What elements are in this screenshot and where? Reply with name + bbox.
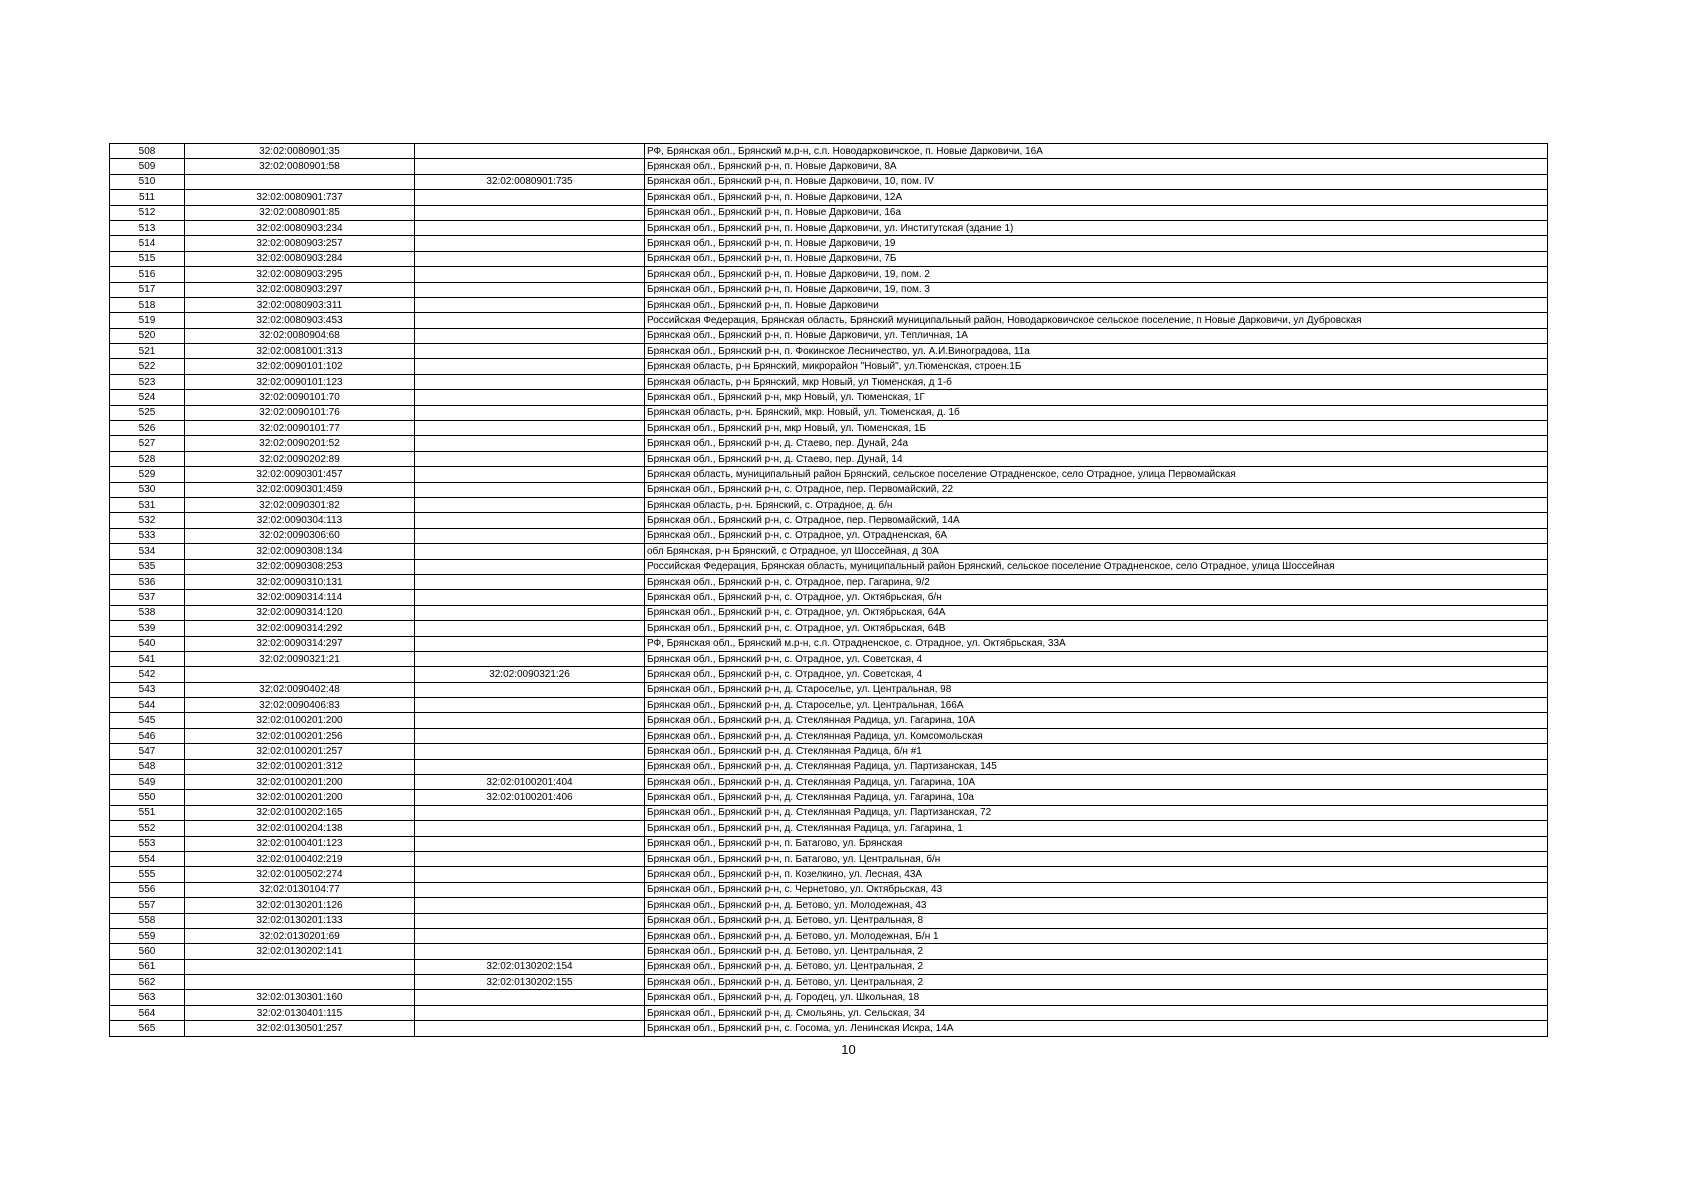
table-row bbox=[110, 698, 1548, 713]
cadastral-number-cell: 32:02:0090101:123 bbox=[185, 374, 415, 389]
table-row bbox=[110, 344, 1548, 359]
related-cadastral-number-cell: 32:02:0100201:404 bbox=[415, 775, 645, 790]
row-number-cell: 515 bbox=[110, 251, 185, 266]
related-cadastral-number-cell bbox=[415, 928, 645, 943]
row-number-cell: 548 bbox=[110, 759, 185, 774]
cadastral-number-cell: 32:02:0090101:77 bbox=[185, 421, 415, 436]
row-number-cell: 538 bbox=[110, 605, 185, 620]
row-number-cell: 528 bbox=[110, 451, 185, 466]
row-number-cell: 554 bbox=[110, 851, 185, 866]
cadastral-number-cell: 32:02:0090101:76 bbox=[185, 405, 415, 420]
row-number-cell: 541 bbox=[110, 651, 185, 666]
row-number-cell: 530 bbox=[110, 482, 185, 497]
cadastral-number-cell: 32:02:0080904:68 bbox=[185, 328, 415, 343]
related-cadastral-number-cell bbox=[415, 236, 645, 251]
table-row bbox=[110, 282, 1548, 297]
address-cell: Брянская обл., Брянский р-н, д. Бетово, ул. Центральная, 2 bbox=[645, 959, 1548, 974]
table-row bbox=[110, 1021, 1548, 1036]
page-number: 10 bbox=[841, 1042, 856, 1057]
address-cell: Брянская область, р-н. Брянский, мкр. Новый, ул. Тюменская, д. 1б bbox=[645, 405, 1548, 420]
address-cell: Брянская обл., Брянский р-н, мкр Новый, ул. Тюменская, 1Б bbox=[645, 421, 1548, 436]
cadastral-number-cell: 32:02:0100502:274 bbox=[185, 867, 415, 882]
row-number-cell: 517 bbox=[110, 282, 185, 297]
related-cadastral-number-cell bbox=[415, 451, 645, 466]
cadastral-number-cell: 32:02:0090202:89 bbox=[185, 451, 415, 466]
address-cell: Брянская обл., Брянский р-н, д. Бетово, ул. Центральная, 8 bbox=[645, 913, 1548, 928]
related-cadastral-number-cell bbox=[415, 313, 645, 328]
row-number-cell: 558 bbox=[110, 913, 185, 928]
cadastral-number-cell: 32:02:0130201:133 bbox=[185, 913, 415, 928]
related-cadastral-number-cell bbox=[415, 205, 645, 220]
table-row bbox=[110, 359, 1548, 374]
address-cell: РФ, Брянская обл., Брянский м.р-н, с.п. Отрадненское, с. Отрадное, ул. Октябрьская, 33А bbox=[645, 636, 1548, 651]
cadastral-number-cell: 32:02:0130501:257 bbox=[185, 1021, 415, 1036]
row-number-cell: 565 bbox=[110, 1021, 185, 1036]
row-number-cell: 529 bbox=[110, 467, 185, 482]
table-row bbox=[110, 836, 1548, 851]
cadastral-number-cell: 32:02:0090402:48 bbox=[185, 682, 415, 697]
row-number-cell: 518 bbox=[110, 297, 185, 312]
related-cadastral-number-cell bbox=[415, 867, 645, 882]
related-cadastral-number-cell bbox=[415, 821, 645, 836]
address-cell: РФ, Брянская обл., Брянский м.р-н, с.п. Новодарковичское, п. Новые Дарковичи, 16А bbox=[645, 144, 1548, 159]
table-row bbox=[110, 651, 1548, 666]
address-cell: Брянская обл., Брянский р-н, д. Стеклянная Радица, ул. Партизанская, 72 bbox=[645, 805, 1548, 820]
row-number-cell: 556 bbox=[110, 882, 185, 897]
table-row bbox=[110, 220, 1548, 235]
address-cell: Брянская обл., Брянский р-н, д. Стеклянная Радица, б/н #1 bbox=[645, 744, 1548, 759]
cadastral-number-cell: 32:02:0130202:141 bbox=[185, 944, 415, 959]
address-cell: Брянская обл., Брянский р-н, с. Отрадное, ул. Советская, 4 bbox=[645, 667, 1548, 682]
row-number-cell: 509 bbox=[110, 159, 185, 174]
related-cadastral-number-cell bbox=[415, 805, 645, 820]
row-number-cell: 539 bbox=[110, 621, 185, 636]
table-row bbox=[110, 390, 1548, 405]
address-cell: Брянская обл., Брянский р-н, д. Стаево, пер. Дунай, 14 bbox=[645, 451, 1548, 466]
row-number-cell: 560 bbox=[110, 944, 185, 959]
address-cell: Брянская обл., Брянский р-н, д. Бетово, ул. Центральная, 2 bbox=[645, 975, 1548, 990]
cadastral-number-cell: 32:02:0080901:737 bbox=[185, 190, 415, 205]
table-row bbox=[110, 775, 1548, 790]
address-cell: Брянская обл., Брянский р-н, д. Стеклянная Радица, ул. Гагарина, 10А bbox=[645, 713, 1548, 728]
table-row bbox=[110, 144, 1548, 159]
cadastral-number-cell: 32:02:0130301:160 bbox=[185, 990, 415, 1005]
related-cadastral-number-cell bbox=[415, 913, 645, 928]
row-number-cell: 540 bbox=[110, 636, 185, 651]
address-cell: Брянская обл., Брянский р-н, д. Староселье, ул. Центральная, 98 bbox=[645, 682, 1548, 697]
related-cadastral-number-cell bbox=[415, 482, 645, 497]
related-cadastral-number-cell bbox=[415, 267, 645, 282]
row-number-cell: 531 bbox=[110, 497, 185, 512]
cadastral-number-cell: 32:02:0090321:21 bbox=[185, 651, 415, 666]
related-cadastral-number-cell bbox=[415, 190, 645, 205]
address-cell: Брянская обл., Брянский р-н, с. Отрадное, ул. Советская, 4 bbox=[645, 651, 1548, 666]
cadastral-number-cell: 32:02:0090314:114 bbox=[185, 590, 415, 605]
cadastral-number-cell: 32:02:0080901:58 bbox=[185, 159, 415, 174]
table-row bbox=[110, 990, 1548, 1005]
cadastral-number-cell: 32:02:0090314:297 bbox=[185, 636, 415, 651]
related-cadastral-number-cell bbox=[415, 405, 645, 420]
address-cell: Брянская обл., Брянский р-н, д. Стеклянная Радица, ул. Комсомольская bbox=[645, 728, 1548, 743]
table-row bbox=[110, 667, 1548, 682]
related-cadastral-number-cell bbox=[415, 944, 645, 959]
row-number-cell: 534 bbox=[110, 544, 185, 559]
table-row bbox=[110, 898, 1548, 913]
row-number-cell: 519 bbox=[110, 313, 185, 328]
related-cadastral-number-cell bbox=[415, 251, 645, 266]
property-table bbox=[109, 143, 1548, 1037]
row-number-cell: 527 bbox=[110, 436, 185, 451]
related-cadastral-number-cell bbox=[415, 467, 645, 482]
row-number-cell: 536 bbox=[110, 574, 185, 589]
cadastral-number-cell: 32:02:0080903:234 bbox=[185, 220, 415, 235]
cadastral-number-cell: 32:02:0080903:284 bbox=[185, 251, 415, 266]
cadastral-number-cell: 32:02:0090308:134 bbox=[185, 544, 415, 559]
table-row bbox=[110, 959, 1548, 974]
table-row bbox=[110, 621, 1548, 636]
address-cell: Брянская обл., Брянский р-н, с. Отрадное, ул. Отрадненская, 6А bbox=[645, 528, 1548, 543]
row-number-cell: 553 bbox=[110, 836, 185, 851]
row-number-cell: 523 bbox=[110, 374, 185, 389]
related-cadastral-number-cell bbox=[415, 621, 645, 636]
address-cell: Брянская обл., Брянский р-н, д. Бетово, ул. Молодежная, Б/н 1 bbox=[645, 928, 1548, 943]
row-number-cell: 547 bbox=[110, 744, 185, 759]
address-cell: Брянская обл., Брянский р-н, д. Стаево, пер. Дунай, 24а bbox=[645, 436, 1548, 451]
cadastral-number-cell: 32:02:0090301:457 bbox=[185, 467, 415, 482]
row-number-cell: 535 bbox=[110, 559, 185, 574]
cadastral-number-cell: 32:02:0100201:257 bbox=[185, 744, 415, 759]
table-row bbox=[110, 975, 1548, 990]
row-number-cell: 551 bbox=[110, 805, 185, 820]
address-cell: Брянская обл., Брянский р-н, с. Отрадное, ул. Октябрьская, 64В bbox=[645, 621, 1548, 636]
row-number-cell: 511 bbox=[110, 190, 185, 205]
row-number-cell: 542 bbox=[110, 667, 185, 682]
address-cell: Брянская обл., Брянский р-н, п. Новые Дарковичи, 19, пом. 3 bbox=[645, 282, 1548, 297]
row-number-cell: 557 bbox=[110, 898, 185, 913]
table-row bbox=[110, 205, 1548, 220]
row-number-cell: 562 bbox=[110, 975, 185, 990]
row-number-cell: 524 bbox=[110, 390, 185, 405]
table-row bbox=[110, 190, 1548, 205]
table-row bbox=[110, 882, 1548, 897]
related-cadastral-number-cell bbox=[415, 574, 645, 589]
table-row bbox=[110, 421, 1548, 436]
address-cell: Брянская обл., Брянский р-н, д. Стеклянная Радица, ул. Партизанская, 145 bbox=[645, 759, 1548, 774]
row-number-cell: 533 bbox=[110, 528, 185, 543]
row-number-cell: 508 bbox=[110, 144, 185, 159]
address-cell: Брянская обл., Брянский р-н, с. Госома, ул. Ленинская Искра, 14А bbox=[645, 1021, 1548, 1036]
related-cadastral-number-cell: 32:02:0130202:155 bbox=[415, 975, 645, 990]
related-cadastral-number-cell bbox=[415, 605, 645, 620]
cadastral-number-cell bbox=[185, 975, 415, 990]
related-cadastral-number-cell bbox=[415, 682, 645, 697]
cadastral-number-cell: 32:02:0090201:52 bbox=[185, 436, 415, 451]
related-cadastral-number-cell bbox=[415, 497, 645, 512]
table-row bbox=[110, 313, 1548, 328]
row-number-cell: 552 bbox=[110, 821, 185, 836]
table-row bbox=[110, 913, 1548, 928]
related-cadastral-number-cell bbox=[415, 144, 645, 159]
address-cell: Брянская обл., Брянский р-н, с. Отрадное, пер. Гагарина, 9/2 bbox=[645, 574, 1548, 589]
cadastral-number-cell: 32:02:0100201:312 bbox=[185, 759, 415, 774]
table-row bbox=[110, 374, 1548, 389]
table-row bbox=[110, 790, 1548, 805]
table-row bbox=[110, 436, 1548, 451]
related-cadastral-number-cell bbox=[415, 1005, 645, 1020]
related-cadastral-number-cell bbox=[415, 297, 645, 312]
address-cell: Брянская обл., Брянский р-н, п. Новые Дарковичи, ул. Институтская (здание 1) bbox=[645, 220, 1548, 235]
table-row bbox=[110, 451, 1548, 466]
address-cell: Брянская обл., Брянский р-н, с. Отрадное, пер. Первомайский, 22 bbox=[645, 482, 1548, 497]
related-cadastral-number-cell bbox=[415, 513, 645, 528]
cadastral-number-cell: 32:02:0080903:297 bbox=[185, 282, 415, 297]
address-cell: Брянская обл., Брянский р-н, д. Бетово, ул. Молодежная, 43 bbox=[645, 898, 1548, 913]
row-number-cell: 555 bbox=[110, 867, 185, 882]
related-cadastral-number-cell bbox=[415, 851, 645, 866]
row-number-cell: 561 bbox=[110, 959, 185, 974]
cadastral-number-cell: 32:02:0080903:453 bbox=[185, 313, 415, 328]
address-cell: Российская Федерация, Брянская область, Брянский муниципальный район, Новодарковичское сельское поселение, п Новые Дарковичи, ул Дубровская bbox=[645, 313, 1548, 328]
address-cell: Брянская обл., Брянский р-н, д. Стеклянная Радица, ул. Гагарина, 1 bbox=[645, 821, 1548, 836]
cadastral-number-cell: 32:02:0130401:115 bbox=[185, 1005, 415, 1020]
table-row bbox=[110, 821, 1548, 836]
related-cadastral-number-cell: 32:02:0100201:406 bbox=[415, 790, 645, 805]
related-cadastral-number-cell bbox=[415, 359, 645, 374]
row-number-cell: 543 bbox=[110, 682, 185, 697]
address-cell: Брянская обл., Брянский р-н, д. Смольянь, ул. Сельская, 34 bbox=[645, 1005, 1548, 1020]
address-cell: Брянская обл., Брянский р-н, п. Новые Дарковичи, 19, пом. 2 bbox=[645, 267, 1548, 282]
table-row bbox=[110, 636, 1548, 651]
row-number-cell: 549 bbox=[110, 775, 185, 790]
cadastral-number-cell: 32:02:0100201:256 bbox=[185, 728, 415, 743]
related-cadastral-number-cell bbox=[415, 1021, 645, 1036]
address-cell: Брянская обл., Брянский р-н, п. Новые Дарковичи, 12А bbox=[645, 190, 1548, 205]
cadastral-number-cell: 32:02:0100401:123 bbox=[185, 836, 415, 851]
cadastral-number-cell: 32:02:0090306:60 bbox=[185, 528, 415, 543]
cadastral-number-cell: 32:02:0130104:77 bbox=[185, 882, 415, 897]
row-number-cell: 564 bbox=[110, 1005, 185, 1020]
table-row bbox=[110, 159, 1548, 174]
related-cadastral-number-cell bbox=[415, 728, 645, 743]
cadastral-number-cell: 32:02:0100201:200 bbox=[185, 790, 415, 805]
address-cell: Брянская обл., Брянский р-н, с. Отрадное, пер. Первомайский, 14А bbox=[645, 513, 1548, 528]
table-row bbox=[110, 513, 1548, 528]
related-cadastral-number-cell bbox=[415, 436, 645, 451]
address-cell: Брянская обл., Брянский р-н, п. Новые Дарковичи, ул. Тепличная, 1А bbox=[645, 328, 1548, 343]
related-cadastral-number-cell bbox=[415, 744, 645, 759]
table-row bbox=[110, 482, 1548, 497]
cadastral-number-cell: 32:02:0090310:131 bbox=[185, 574, 415, 589]
cadastral-number-cell: 32:02:0090406:83 bbox=[185, 698, 415, 713]
property-table-body bbox=[110, 144, 1548, 1037]
cadastral-number-cell: 32:02:0090101:102 bbox=[185, 359, 415, 374]
related-cadastral-number-cell bbox=[415, 282, 645, 297]
cadastral-number-cell: 32:02:0100202:165 bbox=[185, 805, 415, 820]
table-row bbox=[110, 297, 1548, 312]
row-number-cell: 520 bbox=[110, 328, 185, 343]
address-cell: Брянская обл., Брянский р-н, п. Батагово, ул. Центральная, б/н bbox=[645, 851, 1548, 866]
address-cell: Брянская обл., Брянский р-н, д. Староселье, ул. Центральная, 166А bbox=[645, 698, 1548, 713]
table-row bbox=[110, 544, 1548, 559]
address-cell: Брянская область, муниципальный район Брянский, сельское поселение Отрадненское, село Отрадное, улица Первомайская bbox=[645, 467, 1548, 482]
related-cadastral-number-cell: 32:02:0130202:154 bbox=[415, 959, 645, 974]
related-cadastral-number-cell: 32:02:0080901:735 bbox=[415, 174, 645, 189]
related-cadastral-number-cell bbox=[415, 220, 645, 235]
address-cell: Брянская обл., Брянский р-н, мкр Новый, ул. Тюменская, 1Г bbox=[645, 390, 1548, 405]
row-number-cell: 525 bbox=[110, 405, 185, 420]
table-row bbox=[110, 728, 1548, 743]
table-row bbox=[110, 944, 1548, 959]
row-number-cell: 522 bbox=[110, 359, 185, 374]
row-number-cell: 512 bbox=[110, 205, 185, 220]
cadastral-number-cell: 32:02:0090101:70 bbox=[185, 390, 415, 405]
row-number-cell: 510 bbox=[110, 174, 185, 189]
table-row bbox=[110, 744, 1548, 759]
related-cadastral-number-cell bbox=[415, 882, 645, 897]
table-row bbox=[110, 267, 1548, 282]
table-row bbox=[110, 559, 1548, 574]
row-number-cell: 545 bbox=[110, 713, 185, 728]
cadastral-number-cell: 32:02:0090304:113 bbox=[185, 513, 415, 528]
row-number-cell: 546 bbox=[110, 728, 185, 743]
address-cell: Брянская область, р-н Брянский, мкр Новый, ул Тюменская, д 1-б bbox=[645, 374, 1548, 389]
address-cell: Брянская обл., Брянский р-н, п. Новые Дарковичи, 8А bbox=[645, 159, 1548, 174]
related-cadastral-number-cell bbox=[415, 713, 645, 728]
address-cell: Брянская обл., Брянский р-н, д. Стеклянная Радица, ул. Гагарина, 10А bbox=[645, 775, 1548, 790]
cadastral-number-cell: 32:02:0100201:200 bbox=[185, 775, 415, 790]
address-cell: Брянская обл., Брянский р-н, п. Козелкино, ул. Лесная, 43А bbox=[645, 867, 1548, 882]
related-cadastral-number-cell: 32:02:0090321:26 bbox=[415, 667, 645, 682]
address-cell: Брянская обл., Брянский р-н, п. Новые Дарковичи, 19 bbox=[645, 236, 1548, 251]
table-row bbox=[110, 405, 1548, 420]
table-row bbox=[110, 1005, 1548, 1020]
related-cadastral-number-cell bbox=[415, 698, 645, 713]
row-number-cell: 563 bbox=[110, 990, 185, 1005]
address-cell: Брянская обл., Брянский р-н, п. Фокинское Лесничество, ул. А.И.Виноградова, 11а bbox=[645, 344, 1548, 359]
address-cell: Брянская обл., Брянский р-н, п. Батагово, ул. Брянская bbox=[645, 836, 1548, 851]
address-cell: Брянская обл., Брянский р-н, п. Новые Дарковичи bbox=[645, 297, 1548, 312]
address-cell: Брянская обл., Брянский р-н, п. Новые Дарковичи, 16а bbox=[645, 205, 1548, 220]
table-row bbox=[110, 574, 1548, 589]
table-row bbox=[110, 605, 1548, 620]
address-cell: Брянская обл., Брянский р-н, с. Отрадное, ул. Октябрьская, б/н bbox=[645, 590, 1548, 605]
cadastral-number-cell: 32:02:0080901:35 bbox=[185, 144, 415, 159]
cadastral-number-cell bbox=[185, 174, 415, 189]
address-cell: Брянская обл., Брянский р-н, д. Стеклянная Радица, ул. Гагарина, 10а bbox=[645, 790, 1548, 805]
table-row bbox=[110, 174, 1548, 189]
address-cell: Российская Федерация, Брянская область, муниципальный район Брянский, сельское поселение Отрадненское, село Отрадное, улица Шоссейная bbox=[645, 559, 1548, 574]
table-row bbox=[110, 497, 1548, 512]
table-row bbox=[110, 528, 1548, 543]
related-cadastral-number-cell bbox=[415, 636, 645, 651]
cadastral-number-cell: 32:02:0090301:459 bbox=[185, 482, 415, 497]
table-row bbox=[110, 328, 1548, 343]
cadastral-number-cell bbox=[185, 959, 415, 974]
address-cell: обл Брянская, р-н Брянский, с Отрадное, ул Шоссейная, д 30А bbox=[645, 544, 1548, 559]
related-cadastral-number-cell bbox=[415, 344, 645, 359]
row-number-cell: 516 bbox=[110, 267, 185, 282]
table-row bbox=[110, 867, 1548, 882]
table-row bbox=[110, 759, 1548, 774]
row-number-cell: 537 bbox=[110, 590, 185, 605]
table-row bbox=[110, 713, 1548, 728]
cadastral-number-cell: 32:02:0081001:313 bbox=[185, 344, 415, 359]
related-cadastral-number-cell bbox=[415, 390, 645, 405]
table-row bbox=[110, 928, 1548, 943]
row-number-cell: 559 bbox=[110, 928, 185, 943]
table-row bbox=[110, 251, 1548, 266]
cadastral-number-cell: 32:02:0080903:295 bbox=[185, 267, 415, 282]
row-number-cell: 514 bbox=[110, 236, 185, 251]
table-row bbox=[110, 236, 1548, 251]
cadastral-number-cell: 32:02:0130201:126 bbox=[185, 898, 415, 913]
related-cadastral-number-cell bbox=[415, 759, 645, 774]
table-row bbox=[110, 851, 1548, 866]
table-row bbox=[110, 805, 1548, 820]
related-cadastral-number-cell bbox=[415, 421, 645, 436]
address-cell: Брянская обл., Брянский р-н, п. Новые Дарковичи, 10, пом. IV bbox=[645, 174, 1548, 189]
related-cadastral-number-cell bbox=[415, 159, 645, 174]
address-cell: Брянская обл., Брянский р-н, д. Бетово, ул. Центральная, 2 bbox=[645, 944, 1548, 959]
cadastral-number-cell: 32:02:0080903:311 bbox=[185, 297, 415, 312]
row-number-cell: 532 bbox=[110, 513, 185, 528]
cadastral-number-cell: 32:02:0090301:82 bbox=[185, 497, 415, 512]
address-cell: Брянская обл., Брянский р-н, д. Городец, ул. Школьная, 18 bbox=[645, 990, 1548, 1005]
related-cadastral-number-cell bbox=[415, 374, 645, 389]
related-cadastral-number-cell bbox=[415, 990, 645, 1005]
row-number-cell: 544 bbox=[110, 698, 185, 713]
address-cell: Брянская обл., Брянский р-н, с. Отрадное, ул. Октябрьская, 64А bbox=[645, 605, 1548, 620]
cadastral-number-cell: 32:02:0130201:69 bbox=[185, 928, 415, 943]
cadastral-number-cell: 32:02:0080901:85 bbox=[185, 205, 415, 220]
row-number-cell: 550 bbox=[110, 790, 185, 805]
related-cadastral-number-cell bbox=[415, 528, 645, 543]
cadastral-number-cell: 32:02:0100204:138 bbox=[185, 821, 415, 836]
table-row bbox=[110, 590, 1548, 605]
cadastral-number-cell: 32:02:0080903:257 bbox=[185, 236, 415, 251]
address-cell: Брянская обл., Брянский р-н, п. Новые Дарковичи, 7Б bbox=[645, 251, 1548, 266]
cadastral-number-cell: 32:02:0090308:253 bbox=[185, 559, 415, 574]
cadastral-number-cell: 32:02:0090314:120 bbox=[185, 605, 415, 620]
related-cadastral-number-cell bbox=[415, 898, 645, 913]
cadastral-number-cell: 32:02:0090314:292 bbox=[185, 621, 415, 636]
related-cadastral-number-cell bbox=[415, 544, 645, 559]
address-cell: Брянская область, р-н Брянский, микрорайон "Новый", ул.Тюменская, строен.1Б bbox=[645, 359, 1548, 374]
table-row bbox=[110, 467, 1548, 482]
related-cadastral-number-cell bbox=[415, 590, 645, 605]
related-cadastral-number-cell bbox=[415, 651, 645, 666]
cadastral-number-cell: 32:02:0100402:219 bbox=[185, 851, 415, 866]
row-number-cell: 526 bbox=[110, 421, 185, 436]
table-row bbox=[110, 682, 1548, 697]
address-cell: Брянская область, р-н. Брянский, с. Отрадное, д. б/н bbox=[645, 497, 1548, 512]
related-cadastral-number-cell bbox=[415, 328, 645, 343]
row-number-cell: 513 bbox=[110, 220, 185, 235]
cadastral-number-cell: 32:02:0100201:200 bbox=[185, 713, 415, 728]
address-cell: Брянская обл., Брянский р-н, с. Чернетово, ул. Октябрьская, 43 bbox=[645, 882, 1548, 897]
cadastral-number-cell bbox=[185, 667, 415, 682]
related-cadastral-number-cell bbox=[415, 559, 645, 574]
related-cadastral-number-cell bbox=[415, 836, 645, 851]
row-number-cell: 521 bbox=[110, 344, 185, 359]
